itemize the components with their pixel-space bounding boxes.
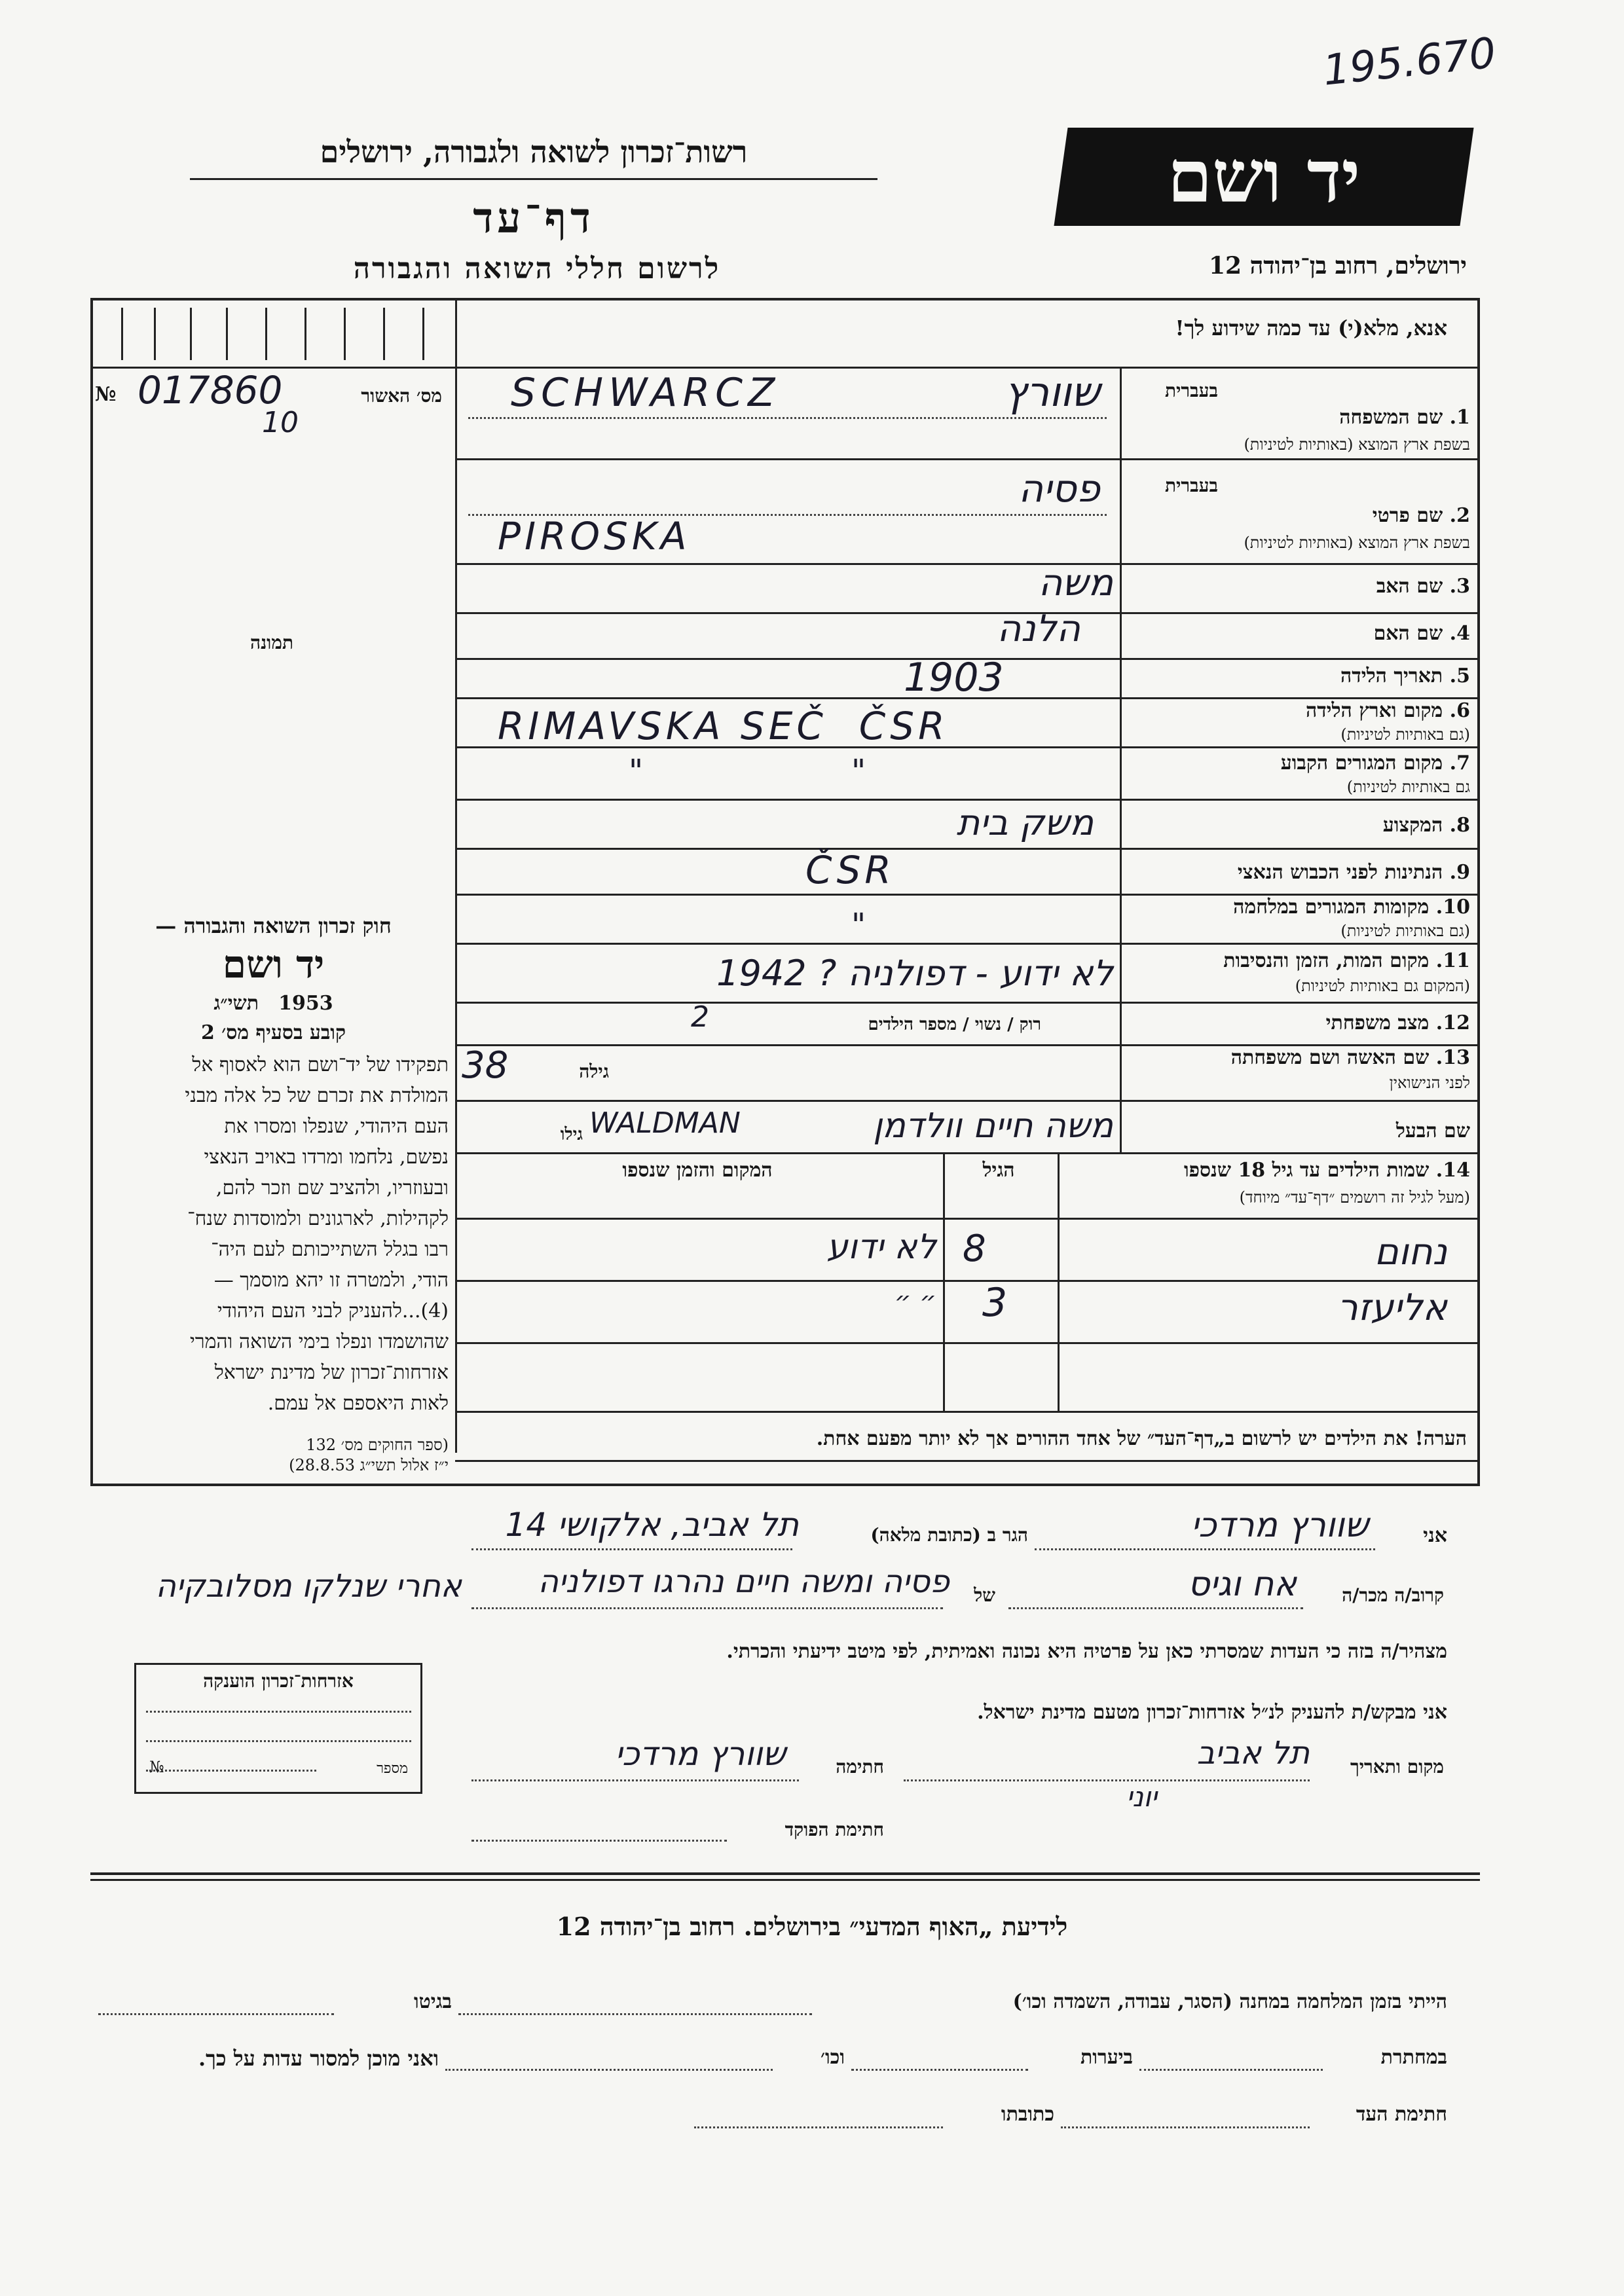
row1-sub: בשפת ארץ המוצא (באותיות לטיניות) [1244,435,1470,454]
law-line: המולדת את זכרם של כל אלה מבני [185,1084,449,1107]
husband-born-label: גילו [560,1125,583,1144]
law-line: לקהילות, לארגונים ולמוסדות שנח־ [187,1207,449,1230]
row13-age-label: גילה [579,1061,609,1082]
row7-value-repeat: " [851,753,866,790]
bottom-title: לידיעת „האוף המדעי״ בירושלים. רחוב בן־יהודה 12 [556,1912,1068,1941]
law-ref-2: י״ז אלול תשי״ג 28.8.53) [289,1456,449,1474]
citizenship-num-label: מספר [377,1760,408,1777]
place-date-label: מקום ותאריך [1350,1756,1444,1777]
row7-label-text: מקום המגורים הקבוע [1280,752,1443,774]
row1-hebrew-tag: בעברית [1164,380,1218,401]
logo-text: יד ושם [1167,134,1361,219]
law-ref-1: (ספר החוקים מס׳ 132 [306,1436,449,1454]
decl-persons: פסיה ומשה חיים נהרגו דפולניה [538,1563,950,1600]
row13-sub: לפני הנישואין [1389,1074,1470,1092]
row2-value-latin: PIROSKA [498,514,691,558]
row9-label [1126,861,1470,884]
children-title [1067,1159,1470,1182]
child-2-name: אליעזר [1337,1286,1447,1329]
bottom-ready: ואני מוכן למסור עדות על כך. [198,2046,439,2071]
row2-label [1126,504,1470,527]
row5-value: 1903 [904,655,1004,701]
reg-label: מס׳ האשור [361,385,442,407]
row8-num: 8. [1449,814,1470,837]
row6-label [1126,699,1470,722]
children-sub: (מעל לגיל זה רושמים ״דף־עד״ מיוחד) [1239,1188,1470,1207]
yad-vashem-logo [1054,128,1473,226]
citizenship-box [134,1663,422,1794]
row5-label-text: תאריך הלידה [1340,665,1443,687]
row8-label-text: המקצוע [1382,814,1443,837]
bottom-line1: הייתי בזמן המלחמה במחנה (הסגר, עבודה, השמדה וכו׳) [1012,1990,1447,2013]
row1-value-latin: SCHWARCZ [511,370,781,416]
children-num: 14. [1435,1159,1470,1182]
row12-children: 2 [691,1000,709,1034]
law-line: ובעוזריו, ולהציב שם וזכר להם, [215,1176,449,1199]
catalog-number: 195.670 [1320,29,1498,96]
row7-num: 7. [1449,752,1470,774]
decl-name: שוורץ מרדכי [1190,1506,1369,1545]
law-year: 1953 [278,992,333,1015]
row2-num: 2. [1449,504,1470,527]
row13-num: 13. [1435,1046,1470,1069]
authority-name: רשות־זכרון לשואה ולגבורה, ירושלים [320,134,748,170]
children-place-header: המקום והזמן שנספו [622,1159,773,1182]
witness-sign-label: חתימת העד [1356,2103,1447,2126]
note: הערה! את הילדים יש לרשום ב„דף־העד״ של אחד ההורים אך לא יותר מפעם אחת. [816,1427,1467,1450]
address: ירושלים, רחוב בן־יהודה 12 [1208,252,1467,280]
row10-value: " [851,907,866,943]
row9-label-text: הנתינות לפני הכבוש הנאצי [1237,861,1443,884]
row10-sub: (גם באותיות לטיניות) [1340,922,1470,940]
child-1-place: לא ידוע [826,1228,936,1267]
relation-label: קרוב/ה מכר/ה [1342,1584,1444,1606]
bottom-ghetto: בגיטו [413,1990,452,2013]
law-line: נפשם, נלחמו ומרדו באויב הנאצי [204,1146,449,1169]
form-title: דף־עד [473,194,595,243]
citizenship-num-sign: № [149,1758,164,1776]
row8-label [1126,814,1470,837]
relation-value: אח וגיס [1187,1565,1297,1604]
row4-num: 4. [1449,622,1470,645]
reg-number: 017860 [138,368,283,412]
bottom-forests: ביערות [1080,2046,1133,2069]
row13-label-text: שם האשה ושם משפחתה [1230,1046,1430,1069]
row8-value: משק בית [956,802,1094,843]
row2-label-text: שם פרטי [1372,504,1443,527]
row1-label-text: שם המשפחה [1339,406,1443,429]
row2-hebrew-tag: בעברית [1164,475,1218,496]
row12-status: רוק / נשוי / מספר הילדים [868,1015,1041,1034]
signature: שוורץ מרדכי [615,1735,786,1773]
row12-num: 12. [1435,1011,1470,1034]
decl-statement: מצהיר/ה בזה כי העדות שמסרתי כאן על פרטיה היא נכונה ואמיתית, לפי מיטב ידיעתי והכרתי. [726,1640,1447,1663]
decl-persons-extra: אחרי שנלקו מסלובקיה [155,1568,462,1605]
decl-address: תל אביב, אלקושי 14 [505,1506,799,1544]
law-line: לאות היאספם אל עמם. [267,1392,449,1415]
law-body [98,1049,449,1419]
row2-sub: בשפת ארץ המוצא (באותיות לטיניות) [1244,534,1470,552]
law-block [98,913,449,1475]
form-subtitle: לרשום חללי השואה והגבורה [353,252,721,285]
row10-label [1126,896,1470,919]
of-label: של [974,1584,995,1606]
row11-label [1126,949,1470,972]
row7-value: " [629,753,644,790]
reg-number-2: 10 [262,406,299,439]
law-line: הודי, ולמטרה זו יהא מוסמך — [213,1269,449,1292]
law-line: (4)...להעניק לבני העם היהודי [217,1300,449,1322]
row12-label [1126,1011,1470,1034]
row2-value-hebrew: פסיה [1018,466,1100,511]
officer-label: חתימת הפוקד [784,1819,884,1840]
row6-num: 6. [1449,699,1470,722]
row13-label [1126,1046,1470,1069]
row3-label [1126,575,1470,598]
row4-value: הלנה [997,608,1080,650]
row13-age: 38 [462,1044,509,1087]
photo-label: תמונה [249,632,294,653]
law-year-heb: תשי״ג [213,992,259,1015]
row1-label [1126,406,1470,429]
husband-latin: WALDMAN [589,1106,741,1140]
row9-num: 9. [1449,861,1470,884]
law-name: יד ושם [222,942,325,987]
bottom-etc: וכו׳ [821,2046,845,2069]
row6-value: RIMAVSKA SEČ ČSR [498,704,949,748]
law-line: שהושמדו ונפלו בימי השואה והמרי [189,1330,449,1353]
row11-value: לא ידוע - דפולניה ? 1942 [716,953,1113,994]
row7-sub: גם באותיות לטיניות) [1346,778,1470,796]
law-line: רבו בגלל השתייכותם לעם היה־ [211,1238,449,1261]
law-title: חוק זכרון השואה והגבורה — [155,913,392,938]
row10-label-text: מקומות המגורים במלחמה [1233,896,1430,919]
child-2-age: 3 [982,1280,1008,1326]
row12-label-text: מצב משפחתי [1325,1011,1430,1034]
row3-value: משה [1038,562,1113,604]
row7-label [1126,752,1470,774]
law-clause: קובע בסעיף מס׳ 2 [200,1021,346,1044]
husband-value: משה חיים וולדמן [873,1106,1113,1146]
child-1-age: 8 [963,1228,986,1270]
sign-label: חתימה [836,1756,884,1777]
row5-label [1126,665,1470,687]
husband-label: שם הבעל [1395,1120,1470,1142]
intro-text: אנא, מלא(י) עד כמה שידוע לך! [1175,316,1447,340]
row10-num: 10. [1435,896,1470,919]
date-extra: יוני [1126,1781,1158,1813]
citizenship-title: אזרחות־זכרון הוענקה [203,1670,354,1692]
row5-num: 5. [1449,665,1470,687]
bottom-underground: במחתרת [1380,2046,1447,2069]
row9-value: ČSR [805,848,895,892]
law-line: העם היהודי, שנפלו ומסרו את [224,1115,449,1138]
child-1-name: נחום [1374,1231,1447,1273]
row3-label-text: שם האב [1376,575,1443,598]
child-2-place: ״ ״ [894,1286,936,1317]
place-date-value: תל אביב [1196,1735,1310,1772]
row11-label-text: מקום המות, הזמן והנסיבות [1223,949,1430,972]
children-title-text: שמות הילדים עד גיל 18 שנספו [1183,1159,1430,1182]
reg-sign: № [95,383,117,406]
law-line: תפקידו של יד־ושם הוא לאסוף אל [192,1053,449,1076]
row4-label-text: שם האם [1373,622,1443,645]
law-line: אזרחות־זכרון של מדינת ישראל [214,1361,449,1384]
row1-num: 1. [1449,406,1470,429]
decl-resides-label: הגר ב (כתובת מלאה) [870,1524,1028,1546]
row4-label [1126,622,1470,645]
decl-ani: אני [1423,1524,1447,1547]
row11-sub: (המקום גם באותיות לטיניות) [1295,977,1470,995]
row6-sub: (גם באותיות לטיניות) [1340,725,1470,744]
row1-value-hebrew: שוורץ [1004,368,1100,416]
witness-address-label: כתובתו [1001,2103,1054,2126]
decl-request: אני מבקש/ת להעניק לנ״ל אזרחות־זכרון מטעם מדינת ישראל. [977,1701,1447,1724]
row6-label-text: מקום וארץ הלידה [1305,699,1443,722]
children-age-header: הגיל [982,1159,1015,1182]
row11-num: 11. [1435,949,1470,972]
row3-num: 3. [1449,575,1470,598]
